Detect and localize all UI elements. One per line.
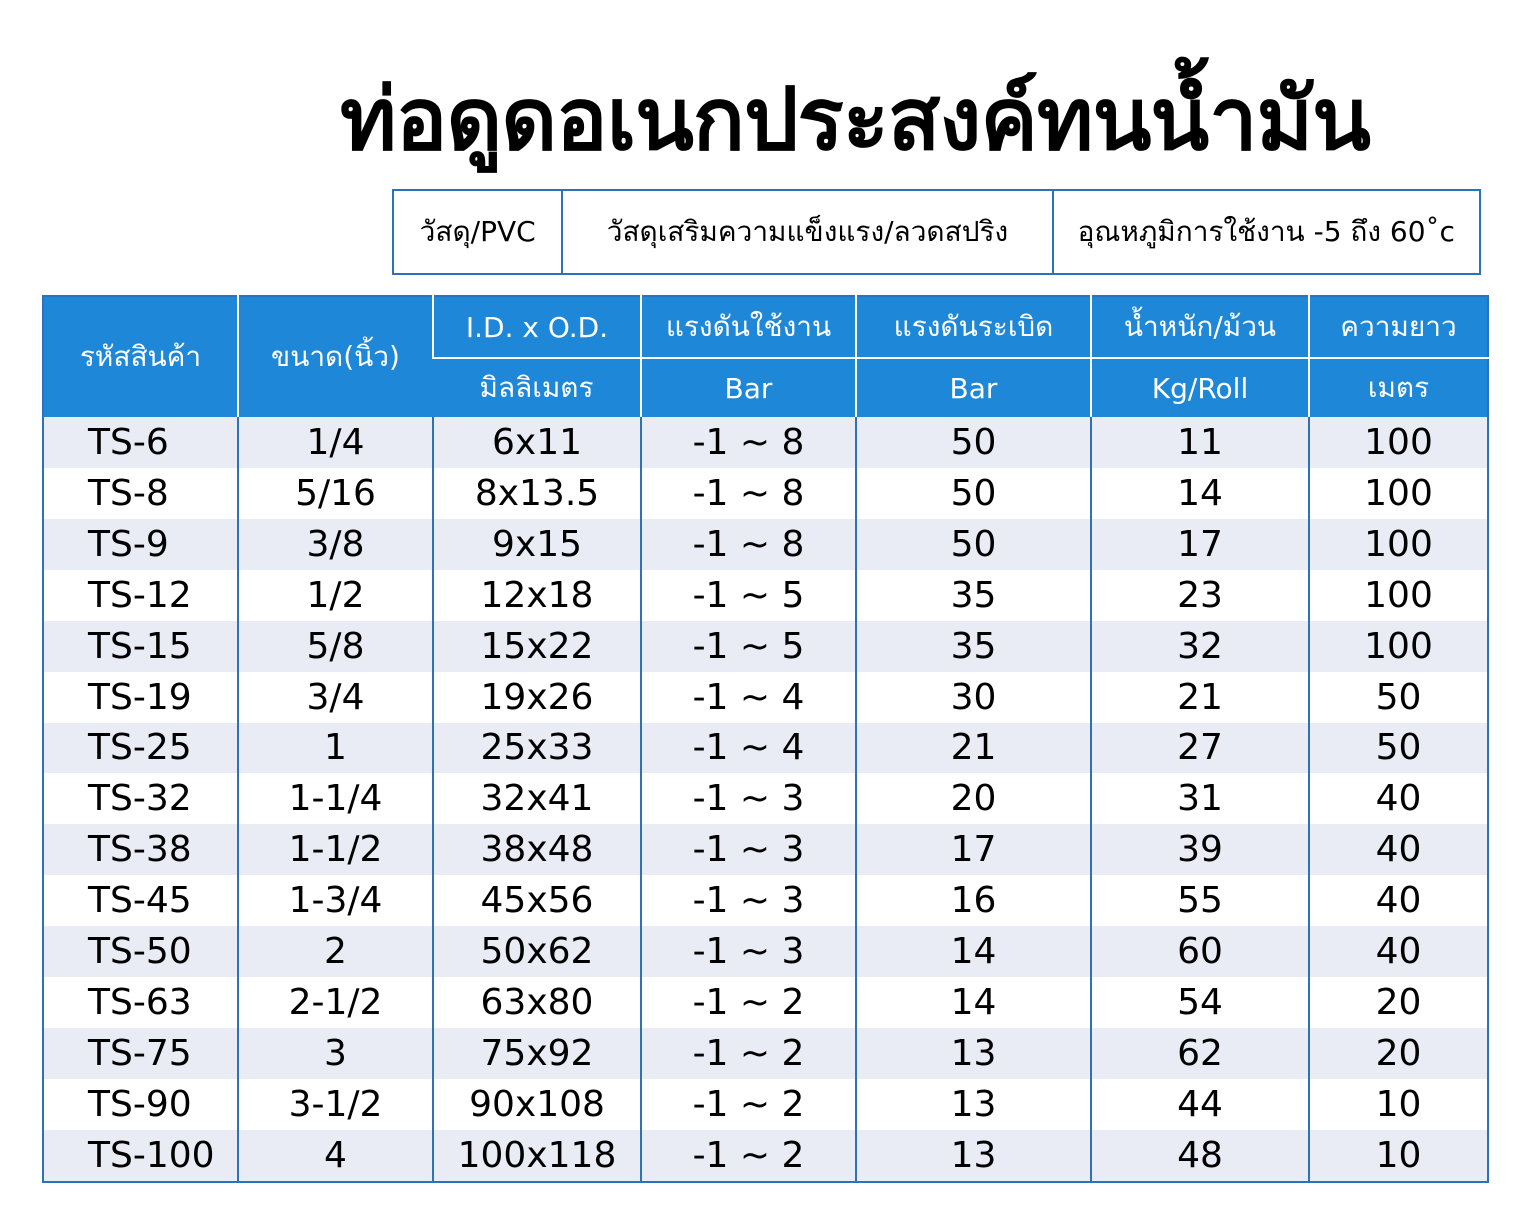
cell-code: TS-63 <box>43 977 238 1028</box>
cell-working-pressure: -1 ~ 8 <box>641 417 856 468</box>
cell-size: 4 <box>238 1130 433 1182</box>
table-row <box>43 1028 1488 1079</box>
cell-weight: 54 <box>1091 977 1309 1028</box>
cell-burst-pressure: 13 <box>856 1079 1091 1130</box>
header-weight-unit: Kg/Roll <box>1091 358 1309 417</box>
cell-burst-pressure: 13 <box>856 1028 1091 1079</box>
cell-idod: 9x15 <box>433 519 641 570</box>
table-row <box>43 672 1488 723</box>
cell-working-pressure: -1 ~ 3 <box>641 773 856 824</box>
header-burst-pressure-unit: Bar <box>856 358 1091 417</box>
cell-size: 3/8 <box>238 519 433 570</box>
table-row <box>43 824 1488 875</box>
cell-working-pressure: -1 ~ 5 <box>641 570 856 621</box>
cell-weight: 31 <box>1091 773 1309 824</box>
spec-material: วัสดุ/PVC <box>394 191 563 273</box>
header-weight: น้ำหนัก/ม้วน <box>1091 296 1309 358</box>
cell-burst-pressure: 35 <box>856 570 1091 621</box>
cell-size: 1-3/4 <box>238 875 433 926</box>
cell-length: 20 <box>1309 1028 1488 1079</box>
header-burst-pressure: แรงดันระเบิด <box>856 296 1091 358</box>
cell-working-pressure: -1 ~ 2 <box>641 1079 856 1130</box>
header-code: รหัสสินค้า <box>43 296 238 417</box>
page-title: ท่อดูดอเนกประสงค์ทนน้ำมัน <box>340 70 1370 170</box>
cell-burst-pressure: 14 <box>856 977 1091 1028</box>
cell-weight: 32 <box>1091 621 1309 672</box>
cell-size: 2-1/2 <box>238 977 433 1028</box>
cell-size: 1 <box>238 723 433 774</box>
cell-size: 1/4 <box>238 417 433 468</box>
cell-length: 20 <box>1309 977 1488 1028</box>
table-row <box>43 875 1488 926</box>
cell-burst-pressure: 30 <box>856 672 1091 723</box>
cell-weight: 23 <box>1091 570 1309 621</box>
cell-idod: 50x62 <box>433 926 641 977</box>
cell-length: 100 <box>1309 468 1488 519</box>
cell-burst-pressure: 16 <box>856 875 1091 926</box>
header-working-pressure: แรงดันใช้งาน <box>641 296 856 358</box>
cell-code: TS-90 <box>43 1079 238 1130</box>
header-idod-unit: มิลลิเมตร <box>433 358 641 417</box>
cell-weight: 62 <box>1091 1028 1309 1079</box>
cell-length: 50 <box>1309 672 1488 723</box>
table-row <box>43 519 1488 570</box>
cell-weight: 48 <box>1091 1130 1309 1182</box>
cell-weight: 21 <box>1091 672 1309 723</box>
cell-code: TS-38 <box>43 824 238 875</box>
cell-idod: 19x26 <box>433 672 641 723</box>
cell-code: TS-12 <box>43 570 238 621</box>
cell-weight: 44 <box>1091 1079 1309 1130</box>
cell-code: TS-50 <box>43 926 238 977</box>
cell-idod: 63x80 <box>433 977 641 1028</box>
cell-code: TS-6 <box>43 417 238 468</box>
header-length: ความยาว <box>1309 296 1488 358</box>
cell-weight: 11 <box>1091 417 1309 468</box>
cell-length: 10 <box>1309 1130 1488 1182</box>
cell-idod: 90x108 <box>433 1079 641 1130</box>
cell-working-pressure: -1 ~ 5 <box>641 621 856 672</box>
table-row <box>43 621 1488 672</box>
cell-size: 1-1/2 <box>238 824 433 875</box>
cell-code: TS-75 <box>43 1028 238 1079</box>
cell-weight: 55 <box>1091 875 1309 926</box>
cell-length: 10 <box>1309 1079 1488 1130</box>
cell-idod: 100x118 <box>433 1130 641 1182</box>
cell-idod: 32x41 <box>433 773 641 824</box>
cell-working-pressure: -1 ~ 3 <box>641 875 856 926</box>
cell-idod: 15x22 <box>433 621 641 672</box>
cell-length: 40 <box>1309 824 1488 875</box>
cell-code: TS-15 <box>43 621 238 672</box>
spec-reinforcement: วัสดุเสริมความแข็งแรง/ลวดสปริง <box>563 191 1053 273</box>
table-row <box>43 417 1488 468</box>
cell-idod: 75x92 <box>433 1028 641 1079</box>
spec-box <box>392 189 1481 275</box>
cell-idod: 6x11 <box>433 417 641 468</box>
cell-weight: 14 <box>1091 468 1309 519</box>
cell-code: TS-45 <box>43 875 238 926</box>
cell-code: TS-25 <box>43 723 238 774</box>
cell-length: 100 <box>1309 417 1488 468</box>
cell-length: 100 <box>1309 621 1488 672</box>
cell-size: 5/8 <box>238 621 433 672</box>
header-idod: I.D. x O.D. <box>433 296 641 358</box>
cell-weight: 27 <box>1091 723 1309 774</box>
cell-length: 40 <box>1309 926 1488 977</box>
cell-working-pressure: -1 ~ 2 <box>641 1130 856 1182</box>
spec-temperature: อุณหภูมิการใช้งาน -5 ถึง 60˚c <box>1077 215 1455 248</box>
cell-length: 40 <box>1309 875 1488 926</box>
table-row <box>43 926 1488 977</box>
cell-code: TS-19 <box>43 672 238 723</box>
cell-working-pressure: -1 ~ 3 <box>641 824 856 875</box>
cell-size: 2 <box>238 926 433 977</box>
cell-working-pressure: -1 ~ 8 <box>641 468 856 519</box>
header-size: ขนาด(นิ้ว) <box>238 296 433 417</box>
cell-code: TS-100 <box>43 1130 238 1182</box>
cell-weight: 39 <box>1091 824 1309 875</box>
cell-size: 3-1/2 <box>238 1079 433 1130</box>
cell-working-pressure: -1 ~ 3 <box>641 926 856 977</box>
table-row <box>43 977 1488 1028</box>
cell-size: 1-1/4 <box>238 773 433 824</box>
cell-burst-pressure: 35 <box>856 621 1091 672</box>
header-length-unit: เมตร <box>1309 358 1488 417</box>
cell-size: 5/16 <box>238 468 433 519</box>
cell-idod: 45x56 <box>433 875 641 926</box>
table-row <box>43 773 1488 824</box>
cell-burst-pressure: 50 <box>856 468 1091 519</box>
cell-burst-pressure: 21 <box>856 723 1091 774</box>
cell-burst-pressure: 14 <box>856 926 1091 977</box>
cell-length: 40 <box>1309 773 1488 824</box>
table-row <box>43 723 1488 774</box>
table-row <box>43 1079 1488 1130</box>
cell-weight: 60 <box>1091 926 1309 977</box>
cell-idod: 38x48 <box>433 824 641 875</box>
cell-idod: 8x13.5 <box>433 468 641 519</box>
cell-size: 1/2 <box>238 570 433 621</box>
table-row <box>43 468 1488 519</box>
table-body <box>43 417 1488 1182</box>
cell-code: TS-8 <box>43 468 238 519</box>
product-table <box>42 295 1489 1183</box>
cell-code: TS-9 <box>43 519 238 570</box>
cell-idod: 25x33 <box>433 723 641 774</box>
cell-idod: 12x18 <box>433 570 641 621</box>
table-row <box>43 1130 1488 1182</box>
cell-burst-pressure: 20 <box>856 773 1091 824</box>
cell-burst-pressure: 17 <box>856 824 1091 875</box>
cell-weight: 17 <box>1091 519 1309 570</box>
cell-working-pressure: -1 ~ 8 <box>641 519 856 570</box>
cell-size: 3/4 <box>238 672 433 723</box>
cell-working-pressure: -1 ~ 2 <box>641 1028 856 1079</box>
table-row <box>43 570 1488 621</box>
cell-code: TS-32 <box>43 773 238 824</box>
cell-length: 50 <box>1309 723 1488 774</box>
cell-burst-pressure: 13 <box>856 1130 1091 1182</box>
cell-working-pressure: -1 ~ 4 <box>641 672 856 723</box>
cell-burst-pressure: 50 <box>856 519 1091 570</box>
cell-length: 100 <box>1309 570 1488 621</box>
cell-size: 3 <box>238 1028 433 1079</box>
header-working-pressure-unit: Bar <box>641 358 856 417</box>
cell-working-pressure: -1 ~ 4 <box>641 723 856 774</box>
cell-burst-pressure: 50 <box>856 417 1091 468</box>
cell-working-pressure: -1 ~ 2 <box>641 977 856 1028</box>
cell-length: 100 <box>1309 519 1488 570</box>
